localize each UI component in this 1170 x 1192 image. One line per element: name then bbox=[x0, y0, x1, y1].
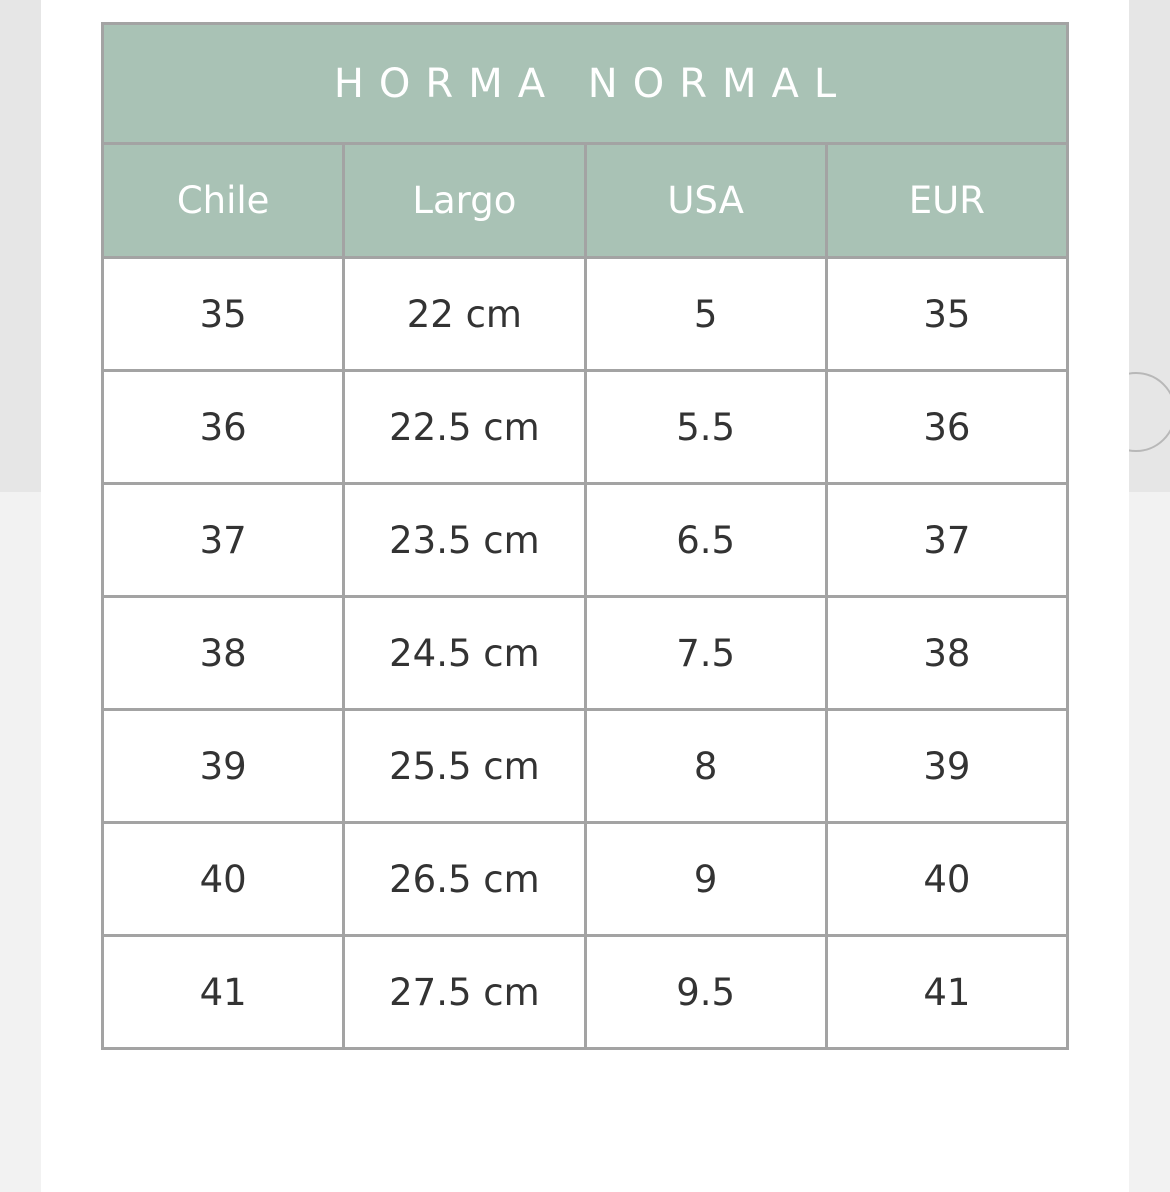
cell-largo: 22 cm bbox=[344, 258, 585, 371]
cell-eur: 35 bbox=[826, 258, 1067, 371]
cell-eur: 37 bbox=[826, 484, 1067, 597]
table-row bbox=[103, 710, 1068, 823]
cell-largo: 25.5 cm bbox=[344, 710, 585, 823]
table-title: HORMA NORMAL bbox=[103, 24, 1068, 144]
cell-usa: 7.5 bbox=[585, 597, 826, 710]
cell-chile: 37 bbox=[103, 484, 344, 597]
cell-usa: 5.5 bbox=[585, 371, 826, 484]
table-row bbox=[103, 371, 1068, 484]
table-header-row bbox=[103, 144, 1068, 258]
cell-usa: 9.5 bbox=[585, 936, 826, 1049]
cell-chile: 35 bbox=[103, 258, 344, 371]
cell-eur: 36 bbox=[826, 371, 1067, 484]
cell-largo: 23.5 cm bbox=[344, 484, 585, 597]
size-chart-table bbox=[101, 22, 1069, 1050]
table-row bbox=[103, 484, 1068, 597]
cell-largo: 24.5 cm bbox=[344, 597, 585, 710]
column-header-largo: Largo bbox=[344, 144, 585, 258]
table-row bbox=[103, 258, 1068, 371]
cell-largo: 27.5 cm bbox=[344, 936, 585, 1049]
table-row bbox=[103, 936, 1068, 1049]
cell-eur: 38 bbox=[826, 597, 1067, 710]
column-header-usa: USA bbox=[585, 144, 826, 258]
table-row bbox=[103, 597, 1068, 710]
cell-chile: 36 bbox=[103, 371, 344, 484]
cell-usa: 9 bbox=[585, 823, 826, 936]
table-title-row bbox=[103, 24, 1068, 144]
cell-eur: 41 bbox=[826, 936, 1067, 1049]
cell-chile: 41 bbox=[103, 936, 344, 1049]
cell-usa: 6.5 bbox=[585, 484, 826, 597]
cell-eur: 39 bbox=[826, 710, 1067, 823]
cell-usa: 8 bbox=[585, 710, 826, 823]
cell-chile: 40 bbox=[103, 823, 344, 936]
cell-usa: 5 bbox=[585, 258, 826, 371]
column-header-chile: Chile bbox=[103, 144, 344, 258]
cell-largo: 26.5 cm bbox=[344, 823, 585, 936]
cell-chile: 39 bbox=[103, 710, 344, 823]
cell-chile: 38 bbox=[103, 597, 344, 710]
cell-eur: 40 bbox=[826, 823, 1067, 936]
column-header-eur: EUR bbox=[826, 144, 1067, 258]
table-row bbox=[103, 823, 1068, 936]
cell-largo: 22.5 cm bbox=[344, 371, 585, 484]
